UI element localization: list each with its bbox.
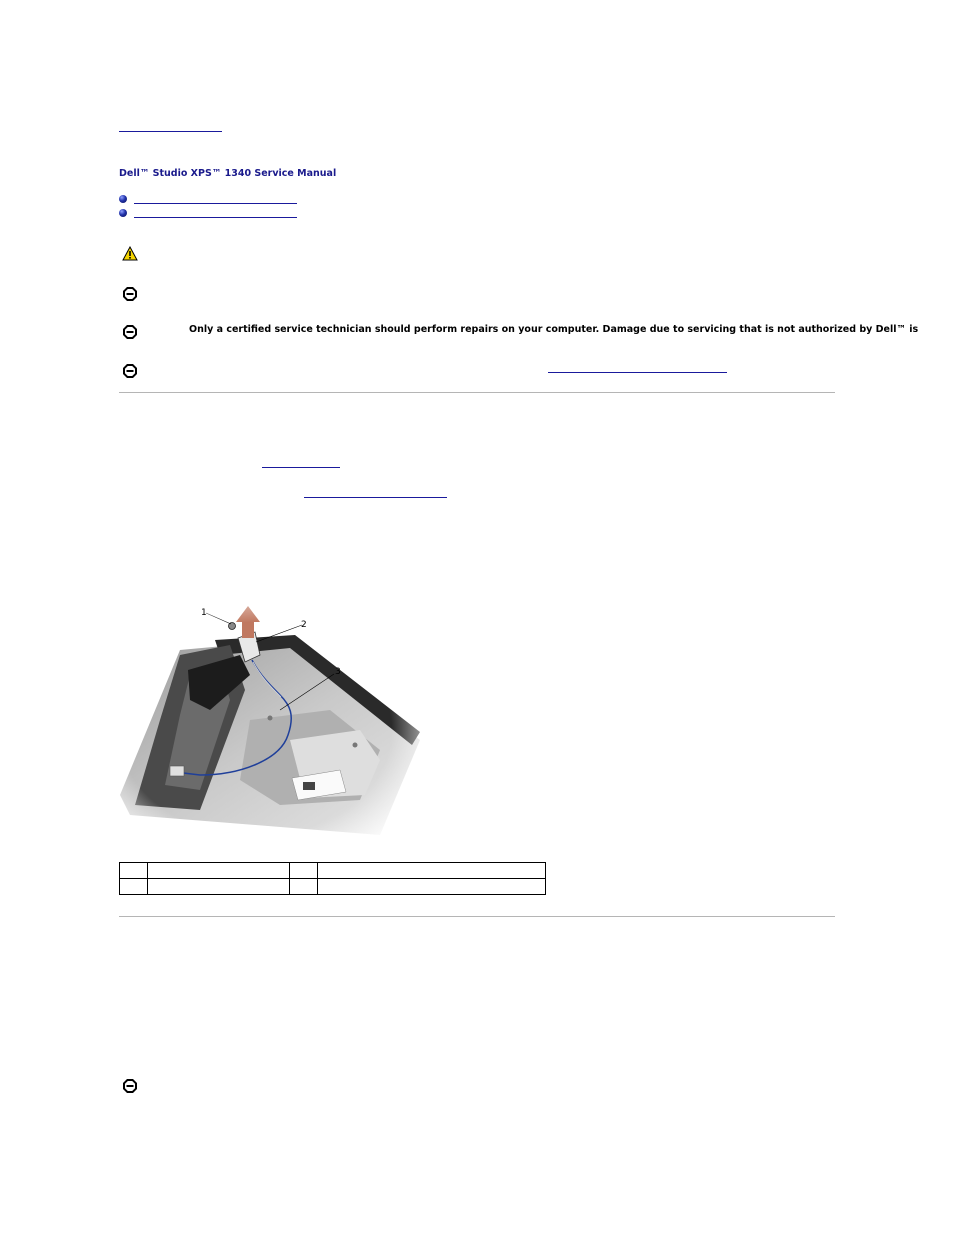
table-cell [318,879,546,895]
page-title: Dell™ Studio XPS™ 1340 Service Manual [119,168,337,179]
notice-link[interactable] [548,372,727,373]
notice-icon [122,363,138,379]
notice-text: Only a certified service technician should perform repairs on your computer. Damage due to servicing that is not authorized by Dell™ is [189,324,919,335]
table-cell [148,863,290,879]
caution-triangle-icon [122,246,138,261]
table-row [120,879,546,895]
table-cell [318,863,546,879]
section-divider [119,392,835,393]
notice-icon [122,1078,138,1094]
table-cell [290,879,318,895]
section-link-replacing[interactable] [134,217,297,218]
table-cell [120,863,148,879]
chassis-illustration [120,600,420,835]
callout-number: 2 [301,620,307,630]
table-cell [290,863,318,879]
table-cell [120,879,148,895]
callout-number: 3 [335,667,341,677]
bullet-icon [119,209,127,217]
bullet-icon [119,195,127,203]
step-link[interactable] [262,467,340,468]
callout-number: 1 [201,608,207,618]
step-link[interactable] [304,497,447,498]
section-link-removing[interactable] [134,203,297,204]
back-to-contents-link[interactable] [119,131,222,132]
callout-table [119,862,546,895]
table-row [120,863,546,879]
table-cell [148,879,290,895]
notice-icon [122,324,138,340]
section-divider [119,916,835,917]
notice-icon [122,286,138,302]
